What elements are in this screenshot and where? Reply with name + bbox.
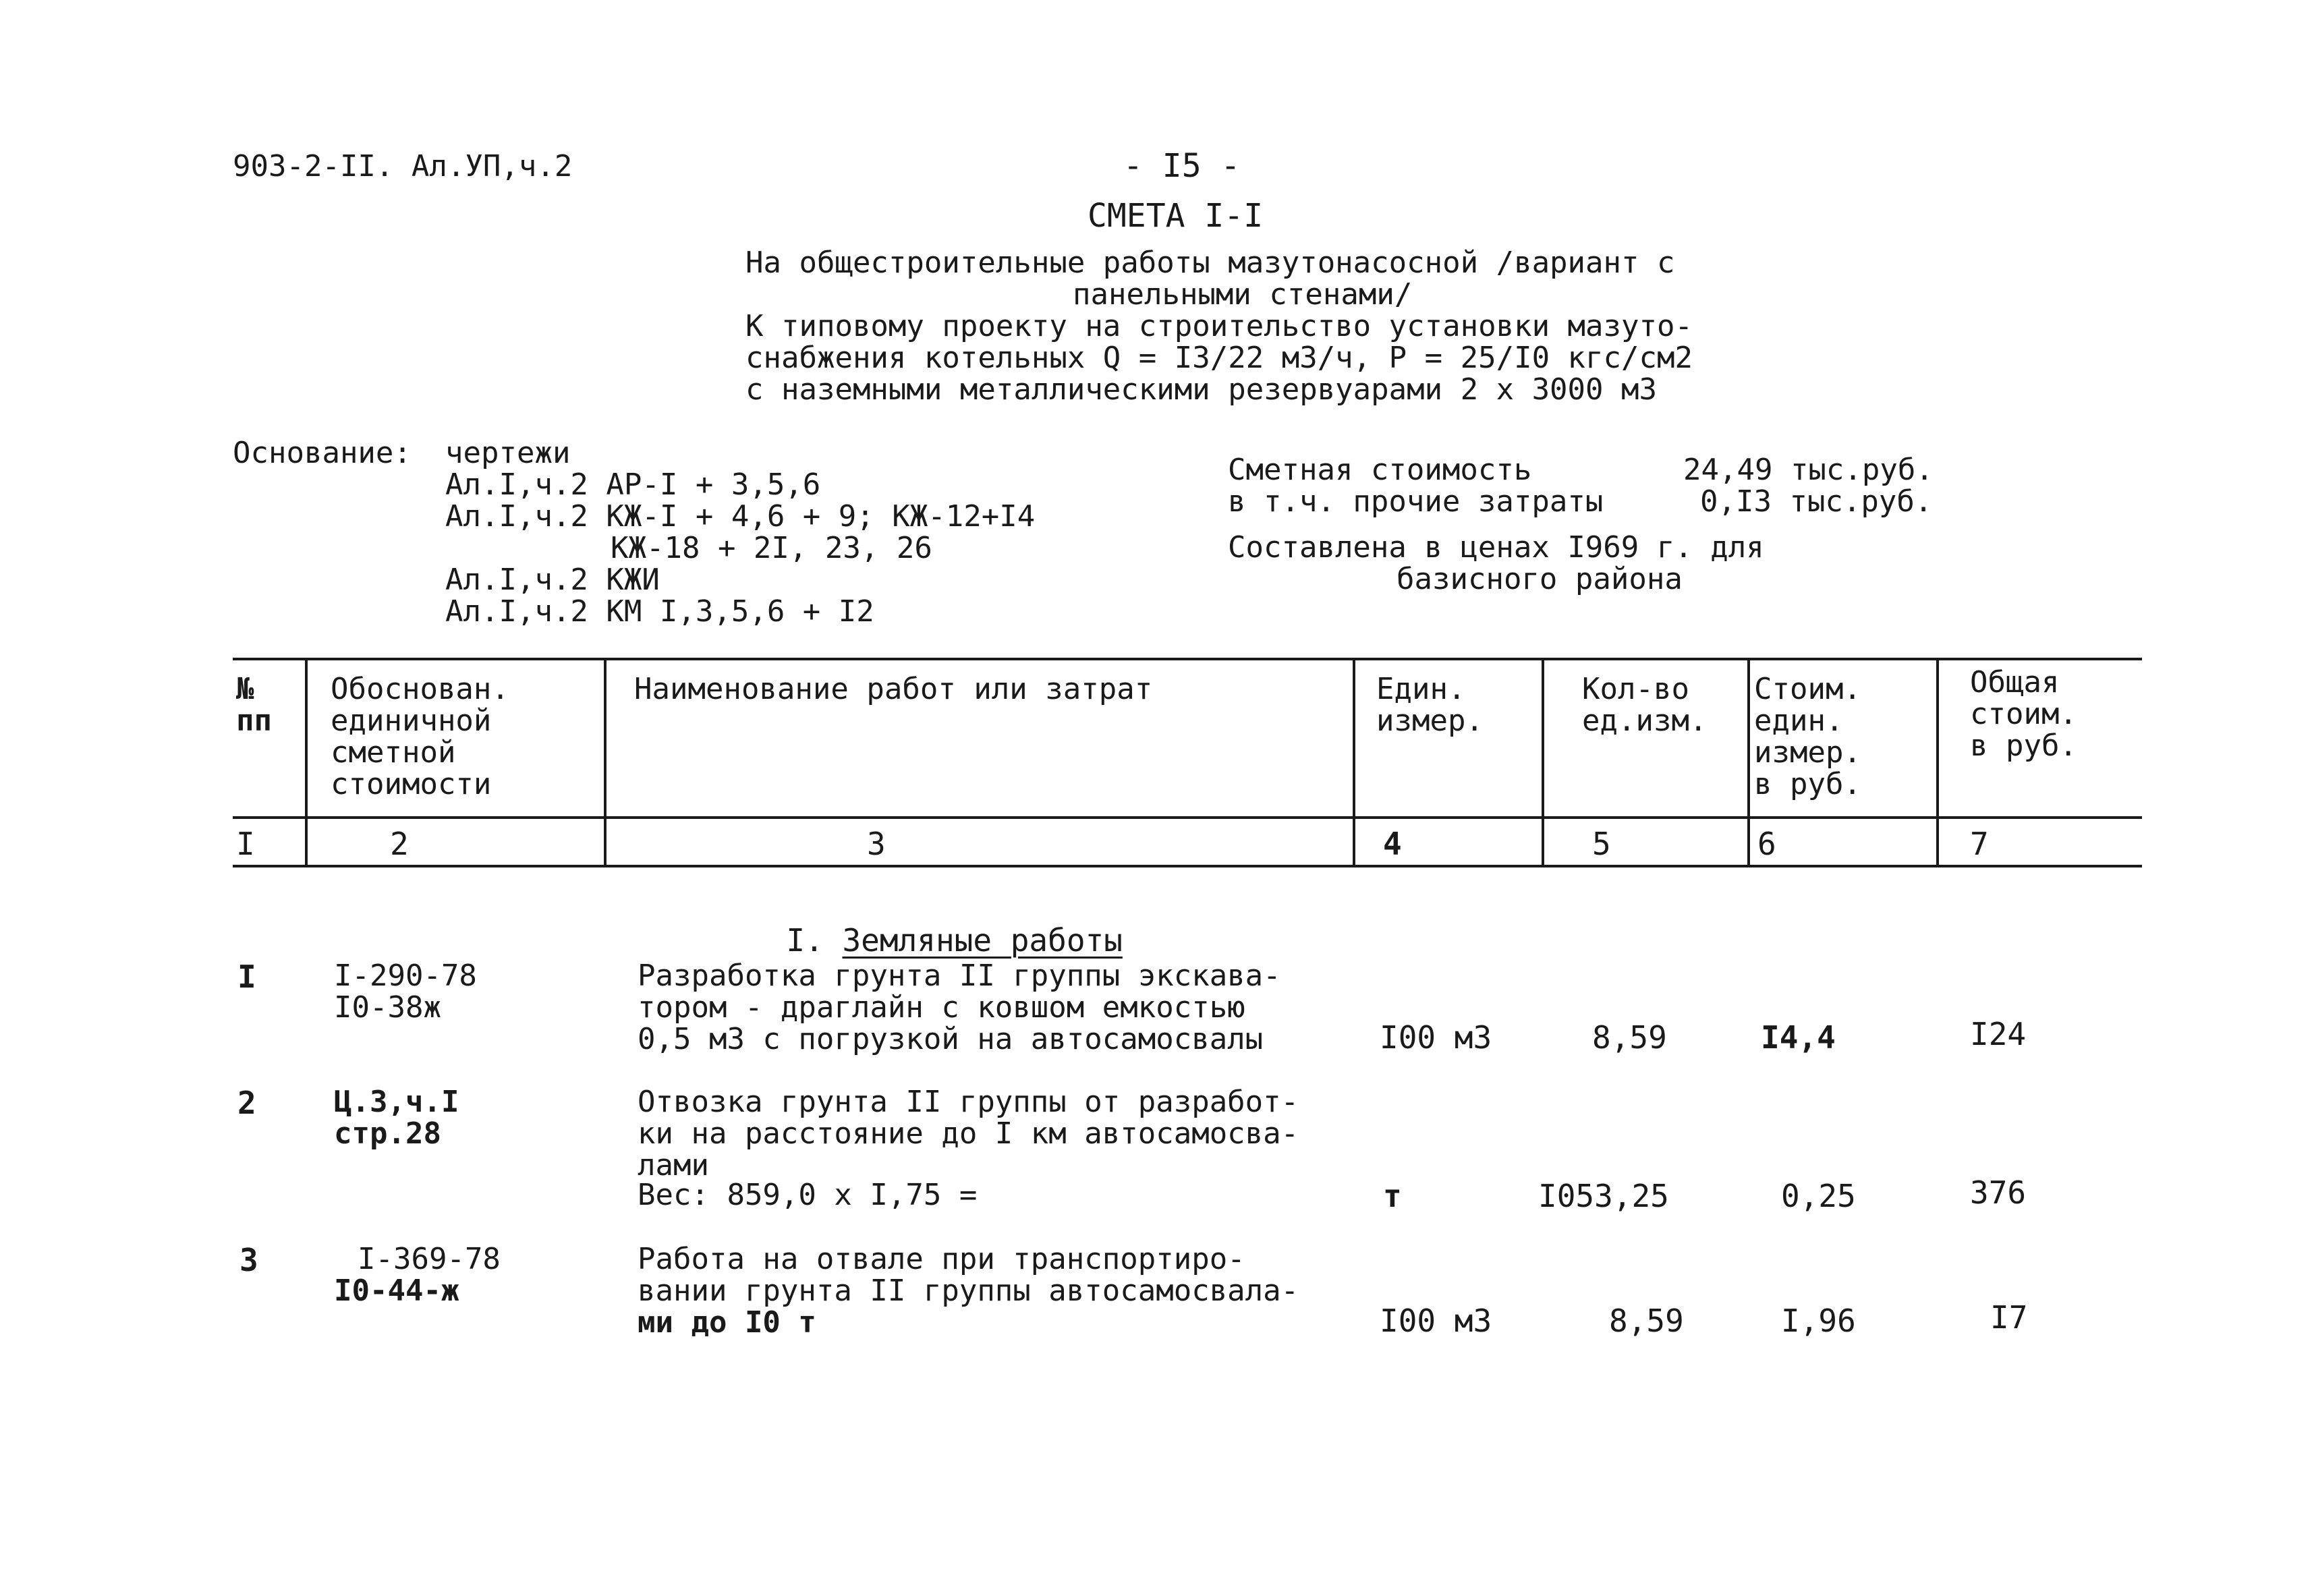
- row-basis: Ц.3,ч.I: [334, 1085, 459, 1119]
- section-name: Земляные работы: [842, 922, 1123, 959]
- row-total-cost: I24: [1970, 1016, 2027, 1052]
- row-number: I: [237, 959, 256, 995]
- table-column-divider: [1936, 658, 1939, 867]
- header-unit-cost: в руб.: [1754, 767, 1861, 801]
- row-work-name: ми до I0 т: [638, 1305, 816, 1340]
- row-work-name: Вес: 859,0 х I,75 =: [638, 1178, 978, 1212]
- subtitle-line: К типовому проекту на строительство установки мазуто-: [745, 309, 1693, 343]
- row-work-name: ки на расстояние до I км автосамосва-: [638, 1116, 1299, 1151]
- header-work-name: Наименование работ или затрат: [634, 672, 1153, 706]
- row-work-name: Разработка грунта II группы экскава-: [638, 959, 1281, 993]
- header-total-cost: Общая: [1970, 665, 2060, 700]
- row-total-cost: I7: [1990, 1299, 2028, 1336]
- section-title: [749, 894, 1123, 959]
- row-quantity: 8,59: [1592, 1019, 1667, 1056]
- row-unit-cost: I4,4: [1761, 1019, 1836, 1056]
- header-basis: Обоснован.: [331, 672, 509, 706]
- row-work-name: 0,5 м3 с погрузкой на автосамосвалы: [638, 1022, 1264, 1056]
- header-unit-cost: един.: [1754, 704, 1844, 738]
- header-basis: сметной: [331, 735, 456, 770]
- row-basis: I0-38ж: [334, 990, 441, 1025]
- row-work-name: вании грунта II группы автосамосвала-: [638, 1274, 1299, 1308]
- header-quantity: Кол-во: [1582, 672, 1689, 706]
- row-basis: I-369-78: [358, 1242, 501, 1276]
- row-total-cost: 376: [1970, 1174, 2027, 1211]
- row-unit: I00 м3: [1380, 1303, 1492, 1339]
- header-basis: единичной: [331, 704, 492, 738]
- row-quantity: I053,25: [1538, 1178, 1669, 1214]
- header-unit: измер.: [1376, 704, 1484, 738]
- table-top-rule: [233, 658, 2142, 660]
- section-number: I.: [786, 922, 843, 959]
- basis-line: КЖ-18 + 2I, 23, 26: [611, 531, 932, 565]
- row-work-name: лами: [638, 1148, 709, 1182]
- row-unit: т: [1383, 1178, 1402, 1214]
- table-column-divider: [1747, 658, 1750, 867]
- basis-line: Ал.I,ч.2 КЖИ: [445, 563, 660, 597]
- row-work-name: Работа на отвале при транспортиро-: [638, 1242, 1245, 1276]
- row-work-name: тором - драглайн с ковшом емкостью: [638, 990, 1245, 1025]
- row-basis: I0-44-ж: [334, 1274, 459, 1308]
- page-number: - I5 -: [1123, 147, 1241, 185]
- prices-note: базисного района: [1397, 562, 1683, 596]
- subtitle-line: На общестроительные работы мазутонасосной /вариант с: [745, 246, 1675, 280]
- table-column-divider: [604, 658, 607, 867]
- header-number: пп: [236, 704, 272, 738]
- table-column-divider: [1353, 658, 1355, 867]
- other-costs-label: в т.ч. прочие затраты: [1228, 484, 1604, 519]
- basis-line: Ал.I,ч.2 АР-I + 3,5,6: [445, 467, 821, 502]
- header-quantity: ед.изм.: [1582, 704, 1708, 738]
- header-unit-cost: измер.: [1754, 735, 1861, 770]
- header-unit-cost: Стоим.: [1754, 672, 1861, 706]
- subtitle-line: снабжения котельных Q = I3/22 м3/ч, P = 25/I0 кгс/см2: [745, 341, 1693, 375]
- table-colnum-rule: [233, 865, 2142, 867]
- row-number: 3: [239, 1242, 258, 1278]
- basis-label: Основание:: [233, 436, 412, 470]
- estimated-cost-value: 24,49 тыс.руб.: [1683, 453, 1934, 487]
- row-unit: I00 м3: [1380, 1019, 1492, 1056]
- header-number: №: [236, 672, 254, 706]
- table-column-divider: [305, 658, 308, 867]
- header-unit: Един.: [1376, 672, 1466, 706]
- row-unit-cost: I,96: [1781, 1303, 1856, 1339]
- row-work-name: Отвозка грунта II группы от разработ-: [638, 1085, 1299, 1119]
- row-basis: I-290-78: [334, 959, 477, 993]
- estimated-cost-label: Сметная стоимость: [1228, 453, 1532, 487]
- column-number: 7: [1970, 826, 1989, 862]
- table-header-rule: [233, 816, 2142, 819]
- column-number: 3: [867, 826, 886, 862]
- column-number: I: [236, 826, 255, 862]
- other-costs-value: 0,I3 тыс.руб.: [1700, 484, 1933, 519]
- column-number: 2: [390, 826, 409, 862]
- column-number: 5: [1592, 826, 1611, 862]
- basis-drawings-label: чертежи: [445, 436, 571, 470]
- column-number: 4: [1383, 826, 1402, 862]
- subtitle-line: панельными стенами/: [1073, 277, 1413, 312]
- prices-note: Составлена в ценах I969 г. для: [1228, 530, 1764, 565]
- column-number: 6: [1757, 826, 1776, 862]
- header-total-cost: стоим.: [1970, 697, 2077, 731]
- header-total-cost: в руб.: [1970, 729, 2077, 763]
- estimate-title: СМЕТА I-I: [1088, 197, 1264, 235]
- row-quantity: 8,59: [1609, 1303, 1684, 1339]
- basis-line: Ал.I,ч.2 КЖ-I + 4,6 + 9; КЖ-12+I4: [445, 499, 1036, 534]
- subtitle-line: с наземными металлическими резервуарами 2 х 3000 м3: [745, 372, 1658, 407]
- document-code: 903-2-II. Ал.УП,ч.2: [233, 149, 573, 183]
- row-unit-cost: 0,25: [1781, 1178, 1856, 1214]
- row-basis: стр.28: [334, 1116, 441, 1151]
- row-number: 2: [237, 1085, 256, 1121]
- header-basis: стоимости: [331, 767, 492, 801]
- basis-line: Ал.I,ч.2 КМ I,3,5,6 + I2: [445, 594, 874, 629]
- table-column-divider: [1542, 658, 1544, 867]
